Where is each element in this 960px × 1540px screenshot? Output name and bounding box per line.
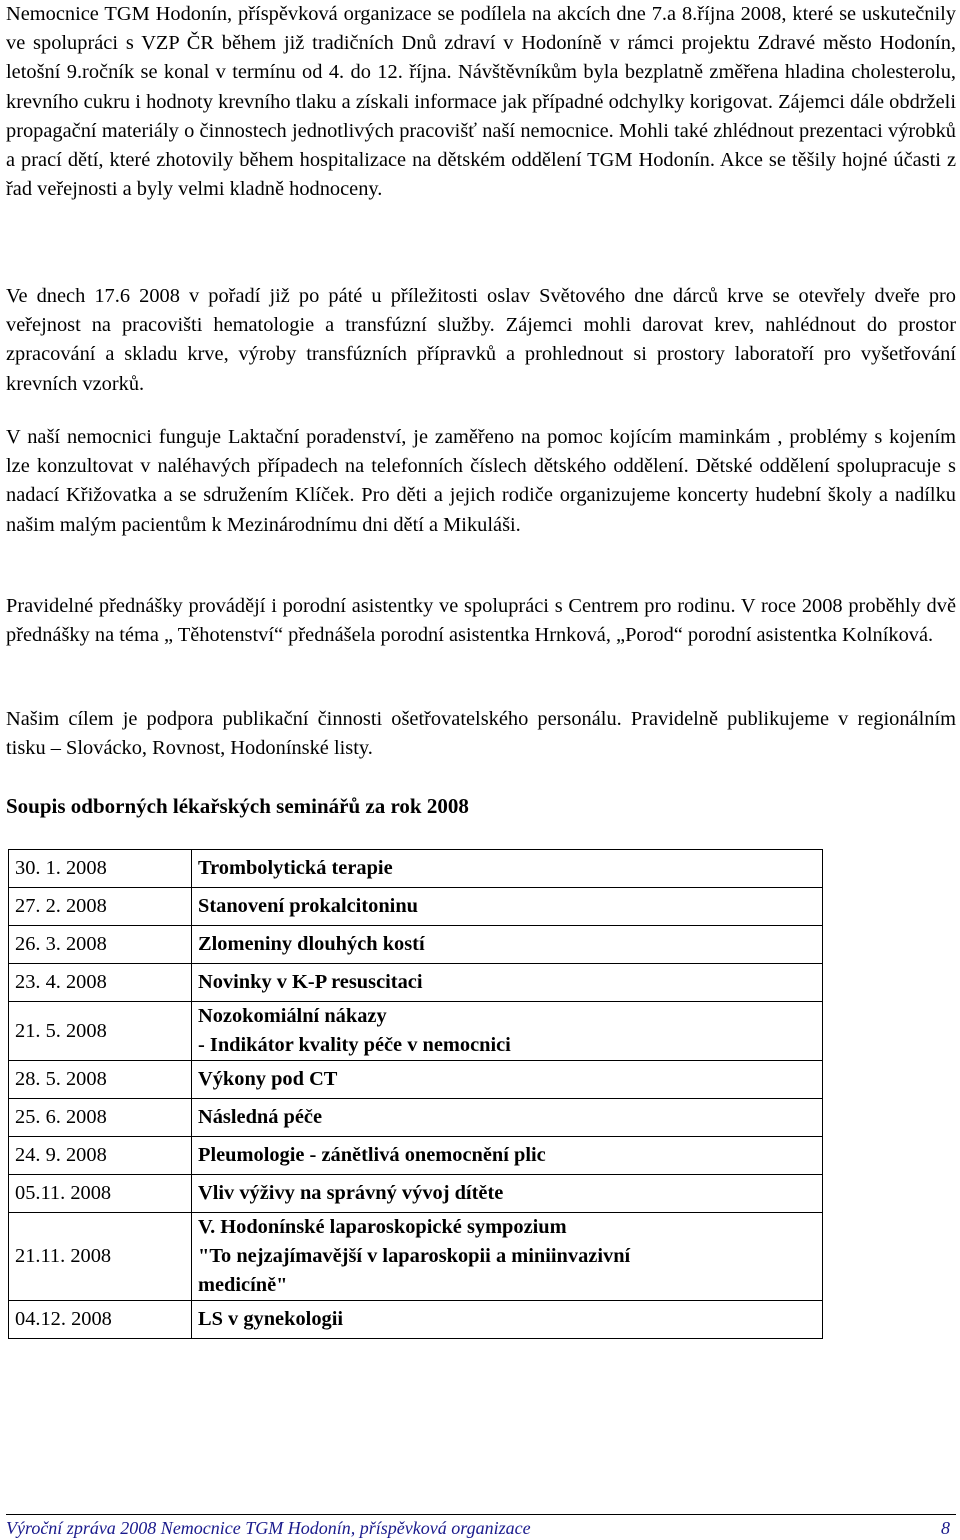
seminar-date: 23. 4. 2008 [9, 964, 192, 1002]
seminar-date: 28. 5. 2008 [9, 1061, 192, 1099]
seminar-row [9, 1061, 823, 1099]
seminar-topic-line: Trombolytická terapie [198, 857, 393, 879]
seminar-row [9, 964, 823, 1002]
seminar-date: 24. 9. 2008 [9, 1137, 192, 1175]
footer-divider [6, 1514, 956, 1515]
seminar-date: 26. 3. 2008 [9, 926, 192, 964]
seminar-row [9, 1099, 823, 1137]
seminar-row [9, 850, 823, 888]
seminar-topic [192, 1213, 823, 1301]
seminar-row [9, 926, 823, 964]
seminar-topic-line: Zlomeniny dlouhých kostí [198, 933, 425, 955]
paragraph-health-days: Nemocnice TGM Hodonín, příspěvková organizace se podílela na akcích dne 7.a 8.října 2008, které se uskutečnily ve spolupráci s VZP ČR během již tradičních Dnů zdraví v Hodoníně v rámci projektu Zdravé město Hodonín, letošní 9.ročník se konal v termínu od 4. do 12. října. Návštěvníkům byla bezplatně změřena hladina cholesterolu, krevního cukru i hodnoty krevního tlaku a získali informace jak případné odchylky korigovat. Zájemci dále obdrželi propagační materiály o činnostech jednotlivých pracovišť naší nemocnice. Mohli také zhlédnout prezentaci výrobků a prací dětí, které zhotovily během hospitalizace na dětském oddělení TGM Hodonín. Akce se těšily hojné účasti z řad veřejnosti a byly velmi kladně hodnoceny. [6, 3, 956, 201]
seminar-topic-line: Novinky v K-P resuscitaci [198, 971, 423, 993]
seminar-topic-line: Pleumologie - zánětlivá onemocnění plic [198, 1144, 546, 1166]
seminar-topic-line: Výkony pod CT [198, 1068, 338, 1090]
seminar-topic-line: LS v gynekologii [198, 1308, 344, 1330]
seminar-topic [192, 1137, 823, 1175]
seminar-date: 05.11. 2008 [9, 1175, 192, 1213]
seminar-topic-line: Následná péče [198, 1106, 323, 1128]
seminar-row [9, 1137, 823, 1175]
seminar-date: 25. 6. 2008 [9, 1099, 192, 1137]
seminar-topic-line: Nozokomiální nákazy [198, 1005, 387, 1027]
seminar-topic [192, 926, 823, 964]
seminar-topic [192, 1002, 823, 1061]
seminar-topic [192, 1175, 823, 1213]
seminar-row [9, 888, 823, 926]
seminar-date: 04.12. 2008 [9, 1301, 192, 1339]
seminars-heading: Soupis odborných lékařských seminářů za rok 2008 [6, 794, 469, 818]
seminar-topic [192, 1301, 823, 1339]
seminar-topic [192, 1061, 823, 1099]
seminar-topic [192, 1099, 823, 1137]
seminar-topic-line: V. Hodonínské laparoskopické sympozium [198, 1216, 567, 1238]
seminar-row [9, 1213, 823, 1301]
seminar-topic-line: Vliv výživy na správný vývoj dítěte [198, 1182, 504, 1204]
seminar-date: 30. 1. 2008 [9, 850, 192, 888]
paragraph-publications: Našim cílem je podpora publikační činnosti ošetřovatelského personálu. Pravidelně publikujeme v regionálním tisku – Slovácko, Rovnost, Hodonínské listy. [6, 708, 956, 760]
seminar-row [9, 1002, 823, 1061]
page-number: 8 [941, 1518, 950, 1538]
seminar-topic [192, 964, 823, 1002]
seminar-topic-line: "To nejzajímavější v laparoskopii a miniinvazivní [198, 1245, 631, 1267]
seminar-topic [192, 850, 823, 888]
paragraph-lactation: V naší nemocnici funguje Laktační poradenství, je zaměřeno na pomoc kojícím maminkám , problémy s kojením lze konzultovat v naléhavých případech na telefonních číslech dětského oddělení. Dětské oddělení spolupracuje s nadací Křižovatka a se sdružením Klíček. Pro děti a jejich rodiče organizujeme koncerty hudební školy a nadílku našim malým pacientům k Mezinárodnímu dni dětí a Mikuláši. [6, 426, 956, 536]
seminars-table [8, 849, 823, 1339]
seminar-topic-line: Stanovení prokalcitoninu [198, 895, 419, 917]
seminar-date: 21.11. 2008 [9, 1213, 192, 1301]
paragraph-blood-donors: Ve dnech 17.6 2008 v pořadí již po páté u příležitosti oslav Světového dne dárců krve se otevřely dveře pro veřejnost na pracovišti hematologie a transfúzní služby. Zájemci mohli darovat krev, nahlédnout do prostor zpracování a skladu krve, výroby transfúzních přípravků a prohlednout si prostory laboratoří pro vyšetřování krevních vzorků. [6, 285, 956, 395]
seminar-topic [192, 888, 823, 926]
seminar-row [9, 1175, 823, 1213]
paragraph-lectures: Pravidelné přednášky provádějí i porodní asistentky ve spolupráci s Centrem pro rodinu. V roce 2008 proběhly dvě přednášky na téma „ Těhotenství“ přednášela porodní asistentka Hrnková, „Porod“ porodní asistentka Kolníková. [6, 595, 956, 647]
seminar-date: 21. 5. 2008 [9, 1002, 192, 1061]
seminar-date: 27. 2. 2008 [9, 888, 192, 926]
seminar-row [9, 1301, 823, 1339]
footer-title: Výroční zpráva 2008 Nemocnice TGM Hodonín, příspěvková organizace [6, 1518, 531, 1538]
seminar-topic-line: medicíně" [198, 1274, 288, 1296]
seminar-topic-line: - Indikátor kvality péče v nemocnici [198, 1034, 511, 1056]
